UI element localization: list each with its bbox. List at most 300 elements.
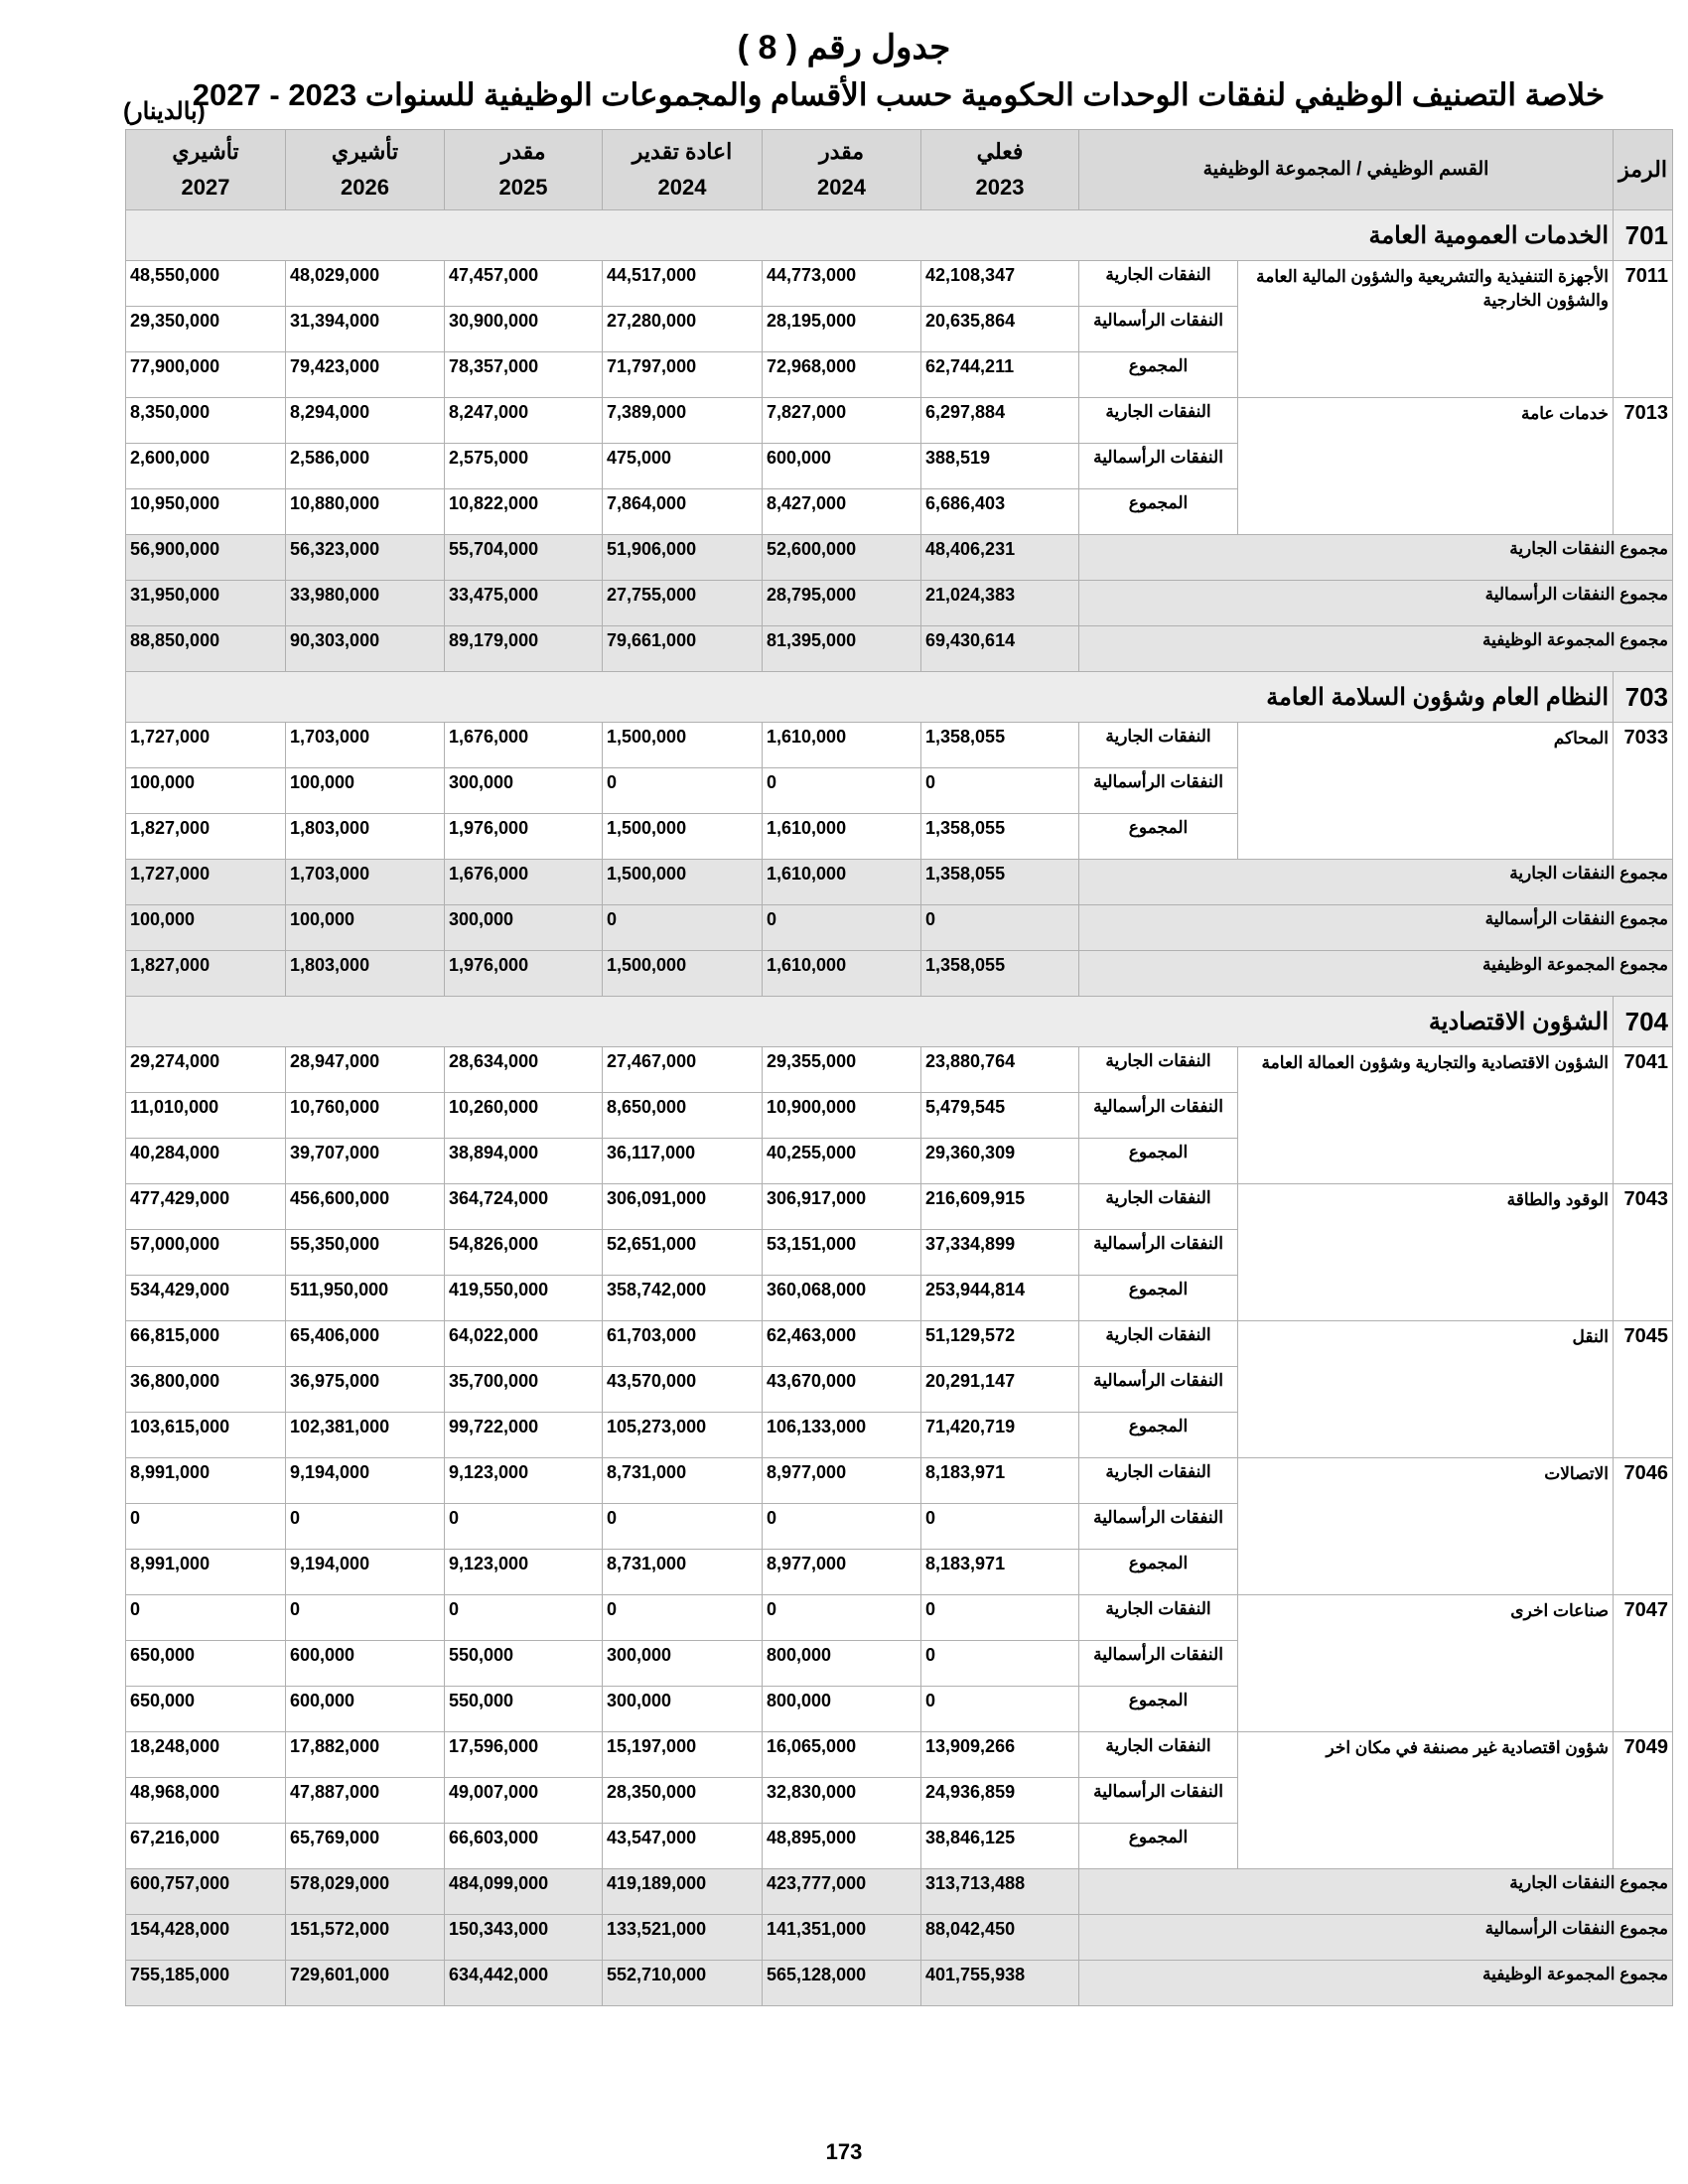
table-row <box>126 1184 1673 1230</box>
value-cell: 456,600,000 <box>286 1184 445 1230</box>
header-col-year: 2024 <box>657 175 707 200</box>
group-name: الأجهزة التنفيذية والتشريعية والشؤون المالية العامة والشؤون الخارجية <box>1238 261 1614 398</box>
value-cell: 65,406,000 <box>286 1321 445 1367</box>
value-cell: 27,467,000 <box>603 1047 763 1093</box>
table-row <box>126 1458 1673 1504</box>
group-name: المحاكم <box>1238 723 1614 860</box>
value-cell: 88,042,450 <box>921 1915 1079 1961</box>
value-cell: 0 <box>763 1595 921 1641</box>
value-cell: 550,000 <box>445 1641 603 1687</box>
value-cell: 47,457,000 <box>445 261 603 307</box>
row-label: النفقات الرأسمالية <box>1079 768 1238 814</box>
subtotal-label: مجموع النفقات الجارية <box>1079 535 1673 581</box>
value-cell: 141,351,000 <box>763 1915 921 1961</box>
value-cell: 358,742,000 <box>603 1276 763 1321</box>
value-cell: 475,000 <box>603 444 763 489</box>
value-cell: 20,635,864 <box>921 307 1079 352</box>
value-cell: 23,880,764 <box>921 1047 1079 1093</box>
value-cell: 17,596,000 <box>445 1732 603 1778</box>
value-cell: 0 <box>603 1504 763 1550</box>
value-cell: 1,500,000 <box>603 860 763 905</box>
value-cell: 511,950,000 <box>286 1276 445 1321</box>
value-cell: 10,822,000 <box>445 489 603 535</box>
row-label: النفقات الجارية <box>1079 1732 1238 1778</box>
value-cell: 0 <box>921 1504 1079 1550</box>
value-cell: 600,000 <box>286 1641 445 1687</box>
value-cell: 534,429,000 <box>126 1276 286 1321</box>
value-cell: 388,519 <box>921 444 1079 489</box>
value-cell: 0 <box>603 768 763 814</box>
value-cell: 419,189,000 <box>603 1869 763 1915</box>
value-cell: 36,800,000 <box>126 1367 286 1413</box>
header-col-year: 2024 <box>817 175 866 200</box>
subtotal-label: مجموع النفقات الرأسمالية <box>1079 1915 1673 1961</box>
header-col-1 <box>763 130 921 210</box>
value-cell: 24,936,859 <box>921 1778 1079 1824</box>
value-cell: 0 <box>763 1504 921 1550</box>
value-cell: 55,704,000 <box>445 535 603 581</box>
row-label: المجموع <box>1079 1139 1238 1184</box>
subtotal-row <box>126 1915 1673 1961</box>
value-cell: 8,183,971 <box>921 1550 1079 1595</box>
group-code: 7047 <box>1614 1595 1673 1732</box>
value-cell: 48,550,000 <box>126 261 286 307</box>
value-cell: 477,429,000 <box>126 1184 286 1230</box>
value-cell: 300,000 <box>445 768 603 814</box>
value-cell: 600,000 <box>286 1687 445 1732</box>
header-col-year: 2023 <box>975 175 1025 200</box>
value-cell: 28,195,000 <box>763 307 921 352</box>
value-cell: 306,091,000 <box>603 1184 763 1230</box>
value-cell: 37,334,899 <box>921 1230 1079 1276</box>
value-cell: 650,000 <box>126 1641 286 1687</box>
row-label: النفقات الرأسمالية <box>1079 444 1238 489</box>
value-cell: 44,517,000 <box>603 261 763 307</box>
value-cell: 32,830,000 <box>763 1778 921 1824</box>
value-cell: 52,651,000 <box>603 1230 763 1276</box>
value-cell: 1,610,000 <box>763 723 921 768</box>
value-cell: 800,000 <box>763 1641 921 1687</box>
value-cell: 57,000,000 <box>126 1230 286 1276</box>
value-cell: 1,500,000 <box>603 723 763 768</box>
group-code: 7045 <box>1614 1321 1673 1458</box>
value-cell: 1,610,000 <box>763 951 921 997</box>
value-cell: 72,968,000 <box>763 352 921 398</box>
value-cell: 90,303,000 <box>286 626 445 672</box>
value-cell: 133,521,000 <box>603 1915 763 1961</box>
value-cell: 10,760,000 <box>286 1093 445 1139</box>
value-cell: 729,601,000 <box>286 1961 445 2006</box>
value-cell: 0 <box>286 1504 445 1550</box>
value-cell: 0 <box>603 905 763 951</box>
row-label: النفقات الجارية <box>1079 723 1238 768</box>
value-cell: 0 <box>921 905 1079 951</box>
value-cell: 1,976,000 <box>445 951 603 997</box>
expenditure-table <box>125 129 1673 2006</box>
value-cell: 7,864,000 <box>603 489 763 535</box>
value-cell: 67,216,000 <box>126 1824 286 1869</box>
value-cell: 62,463,000 <box>763 1321 921 1367</box>
row-label: النفقات الرأسمالية <box>1079 1778 1238 1824</box>
group-code: 7046 <box>1614 1458 1673 1595</box>
value-cell: 29,350,000 <box>126 307 286 352</box>
value-cell: 1,703,000 <box>286 860 445 905</box>
row-label: النفقات الجارية <box>1079 1047 1238 1093</box>
value-cell: 9,194,000 <box>286 1458 445 1504</box>
header-name: القسم الوظيفي / المجموعة الوظيفية <box>1079 130 1614 210</box>
subtotal-row <box>126 535 1673 581</box>
value-cell: 0 <box>921 1595 1079 1641</box>
section-row <box>126 672 1673 723</box>
value-cell: 253,944,814 <box>921 1276 1079 1321</box>
value-cell: 8,977,000 <box>763 1550 921 1595</box>
value-cell: 18,248,000 <box>126 1732 286 1778</box>
value-cell: 0 <box>921 1687 1079 1732</box>
value-cell: 78,357,000 <box>445 352 603 398</box>
subtotal-row <box>126 951 1673 997</box>
value-cell: 1,610,000 <box>763 814 921 860</box>
value-cell: 100,000 <box>126 768 286 814</box>
value-cell: 13,909,266 <box>921 1732 1079 1778</box>
subtotal-row <box>126 905 1673 951</box>
value-cell: 0 <box>126 1504 286 1550</box>
value-cell: 36,117,000 <box>603 1139 763 1184</box>
row-label: المجموع <box>1079 1276 1238 1321</box>
value-cell: 8,731,000 <box>603 1550 763 1595</box>
value-cell: 1,500,000 <box>603 951 763 997</box>
header-col-year: 2027 <box>181 175 230 200</box>
table-header-row <box>126 130 1673 210</box>
value-cell: 42,108,347 <box>921 261 1079 307</box>
value-cell: 1,676,000 <box>445 860 603 905</box>
value-cell: 66,603,000 <box>445 1824 603 1869</box>
value-cell: 100,000 <box>126 905 286 951</box>
value-cell: 9,123,000 <box>445 1458 603 1504</box>
value-cell: 1,727,000 <box>126 723 286 768</box>
currency-unit: (بالدينار) <box>123 98 206 125</box>
value-cell: 419,550,000 <box>445 1276 603 1321</box>
value-cell: 7,827,000 <box>763 398 921 444</box>
value-cell: 64,022,000 <box>445 1321 603 1367</box>
subtotal-label: مجموع النفقات الجارية <box>1079 1869 1673 1915</box>
value-cell: 40,255,000 <box>763 1139 921 1184</box>
value-cell: 21,024,383 <box>921 581 1079 626</box>
value-cell: 43,547,000 <box>603 1824 763 1869</box>
value-cell: 49,007,000 <box>445 1778 603 1824</box>
subtotal-label: مجموع المجموعة الوظيفية <box>1079 1961 1673 2006</box>
value-cell: 423,777,000 <box>763 1869 921 1915</box>
value-cell: 40,284,000 <box>126 1139 286 1184</box>
value-cell: 9,123,000 <box>445 1550 603 1595</box>
value-cell: 484,099,000 <box>445 1869 603 1915</box>
header-code: الرمز <box>1614 130 1673 210</box>
value-cell: 8,977,000 <box>763 1458 921 1504</box>
group-code: 7013 <box>1614 398 1673 535</box>
value-cell: 300,000 <box>603 1641 763 1687</box>
subtotal-label: مجموع النفقات الرأسمالية <box>1079 905 1673 951</box>
value-cell: 102,381,000 <box>286 1413 445 1458</box>
section-row <box>126 210 1673 261</box>
value-cell: 0 <box>921 1641 1079 1687</box>
value-cell: 1,358,055 <box>921 951 1079 997</box>
row-label: المجموع <box>1079 1550 1238 1595</box>
value-cell: 2,586,000 <box>286 444 445 489</box>
value-cell: 8,991,000 <box>126 1550 286 1595</box>
value-cell: 48,406,231 <box>921 535 1079 581</box>
value-cell: 35,700,000 <box>445 1367 603 1413</box>
value-cell: 77,900,000 <box>126 352 286 398</box>
value-cell: 1,803,000 <box>286 814 445 860</box>
value-cell: 71,420,719 <box>921 1413 1079 1458</box>
value-cell: 30,900,000 <box>445 307 603 352</box>
value-cell: 1,358,055 <box>921 860 1079 905</box>
value-cell: 53,151,000 <box>763 1230 921 1276</box>
group-code: 7011 <box>1614 261 1673 398</box>
value-cell: 27,755,000 <box>603 581 763 626</box>
value-cell: 578,029,000 <box>286 1869 445 1915</box>
value-cell: 0 <box>603 1595 763 1641</box>
section-title: الشؤون الاقتصادية <box>126 997 1614 1047</box>
value-cell: 79,661,000 <box>603 626 763 672</box>
header-col-type: اعادة تقدير <box>632 139 733 164</box>
row-label: النفقات الرأسمالية <box>1079 1230 1238 1276</box>
row-label: النفقات الجارية <box>1079 1595 1238 1641</box>
value-cell: 66,815,000 <box>126 1321 286 1367</box>
value-cell: 1,703,000 <box>286 723 445 768</box>
value-cell: 401,755,938 <box>921 1961 1079 2006</box>
row-label: النفقات الرأسمالية <box>1079 1641 1238 1687</box>
row-label: النفقات الجارية <box>1079 1321 1238 1367</box>
section-code: 704 <box>1614 997 1673 1047</box>
header-col-type: فعلي <box>976 139 1024 164</box>
section-title: الخدمات العمومية العامة <box>126 210 1614 261</box>
value-cell: 62,744,211 <box>921 352 1079 398</box>
table-subtitle: خلاصة التصنيف الوظيفي لنفقات الوحدات الحكومية حسب الأقسام والمجموعات الوظيفية للسنوات 2023 - 2027 <box>192 77 1606 112</box>
value-cell: 10,900,000 <box>763 1093 921 1139</box>
value-cell: 10,880,000 <box>286 489 445 535</box>
value-cell: 6,686,403 <box>921 489 1079 535</box>
value-cell: 8,350,000 <box>126 398 286 444</box>
section-row <box>126 997 1673 1047</box>
value-cell: 8,991,000 <box>126 1458 286 1504</box>
value-cell: 28,634,000 <box>445 1047 603 1093</box>
value-cell: 1,976,000 <box>445 814 603 860</box>
value-cell: 48,029,000 <box>286 261 445 307</box>
value-cell: 43,670,000 <box>763 1367 921 1413</box>
value-cell: 28,350,000 <box>603 1778 763 1824</box>
value-cell: 154,428,000 <box>126 1915 286 1961</box>
value-cell: 39,707,000 <box>286 1139 445 1184</box>
value-cell: 29,360,309 <box>921 1139 1079 1184</box>
value-cell: 0 <box>445 1595 603 1641</box>
value-cell: 0 <box>763 768 921 814</box>
value-cell: 106,133,000 <box>763 1413 921 1458</box>
value-cell: 55,350,000 <box>286 1230 445 1276</box>
value-cell: 16,065,000 <box>763 1732 921 1778</box>
table-row <box>126 261 1673 307</box>
value-cell: 1,676,000 <box>445 723 603 768</box>
row-label: المجموع <box>1079 1687 1238 1732</box>
value-cell: 29,274,000 <box>126 1047 286 1093</box>
table-row <box>126 1595 1673 1641</box>
value-cell: 69,430,614 <box>921 626 1079 672</box>
value-cell: 300,000 <box>445 905 603 951</box>
value-cell: 8,183,971 <box>921 1458 1079 1504</box>
group-name: الوقود والطاقة <box>1238 1184 1614 1321</box>
value-cell: 65,769,000 <box>286 1824 445 1869</box>
value-cell: 8,427,000 <box>763 489 921 535</box>
value-cell: 5,479,545 <box>921 1093 1079 1139</box>
value-cell: 364,724,000 <box>445 1184 603 1230</box>
value-cell: 20,291,147 <box>921 1367 1079 1413</box>
subtotal-label: مجموع النفقات الجارية <box>1079 860 1673 905</box>
table-number-title: جدول رقم ( 8 ) <box>737 29 951 67</box>
value-cell: 565,128,000 <box>763 1961 921 2006</box>
subtotal-label: مجموع النفقات الرأسمالية <box>1079 581 1673 626</box>
header-col-0 <box>921 130 1079 210</box>
row-label: النفقات الجارية <box>1079 1184 1238 1230</box>
value-cell: 48,895,000 <box>763 1824 921 1869</box>
header-col-type: تأشيري <box>331 139 399 164</box>
row-label: المجموع <box>1079 352 1238 398</box>
value-cell: 300,000 <box>603 1687 763 1732</box>
value-cell: 79,423,000 <box>286 352 445 398</box>
row-label: النفقات الجارية <box>1079 398 1238 444</box>
value-cell: 51,906,000 <box>603 535 763 581</box>
value-cell: 550,000 <box>445 1687 603 1732</box>
section-title: النظام العام وشؤون السلامة العامة <box>126 672 1614 723</box>
header-col-type: مقدر <box>818 139 865 164</box>
subtotal-row <box>126 1961 1673 2006</box>
value-cell: 29,355,000 <box>763 1047 921 1093</box>
value-cell: 81,395,000 <box>763 626 921 672</box>
value-cell: 0 <box>445 1504 603 1550</box>
value-cell: 8,294,000 <box>286 398 445 444</box>
value-cell: 10,260,000 <box>445 1093 603 1139</box>
value-cell: 71,797,000 <box>603 352 763 398</box>
value-cell: 10,950,000 <box>126 489 286 535</box>
value-cell: 1,610,000 <box>763 860 921 905</box>
group-code: 7041 <box>1614 1047 1673 1184</box>
row-label: النفقات الجارية <box>1079 1458 1238 1504</box>
value-cell: 1,500,000 <box>603 814 763 860</box>
value-cell: 36,975,000 <box>286 1367 445 1413</box>
group-code: 7033 <box>1614 723 1673 860</box>
value-cell: 52,600,000 <box>763 535 921 581</box>
value-cell: 48,968,000 <box>126 1778 286 1824</box>
value-cell: 150,343,000 <box>445 1915 603 1961</box>
value-cell: 31,394,000 <box>286 307 445 352</box>
value-cell: 1,727,000 <box>126 860 286 905</box>
header-col-4 <box>286 130 445 210</box>
header-col-2 <box>603 130 763 210</box>
value-cell: 755,185,000 <box>126 1961 286 2006</box>
value-cell: 28,947,000 <box>286 1047 445 1093</box>
value-cell: 89,179,000 <box>445 626 603 672</box>
value-cell: 1,803,000 <box>286 951 445 997</box>
group-code: 7049 <box>1614 1732 1673 1869</box>
value-cell: 6,297,884 <box>921 398 1079 444</box>
value-cell: 216,609,915 <box>921 1184 1079 1230</box>
row-label: المجموع <box>1079 1824 1238 1869</box>
value-cell: 103,615,000 <box>126 1413 286 1458</box>
value-cell: 61,703,000 <box>603 1321 763 1367</box>
value-cell: 2,575,000 <box>445 444 603 489</box>
value-cell: 8,247,000 <box>445 398 603 444</box>
row-label: المجموع <box>1079 1413 1238 1458</box>
value-cell: 600,757,000 <box>126 1869 286 1915</box>
page-number: 173 <box>825 2139 863 2164</box>
section-code: 701 <box>1614 210 1673 261</box>
value-cell: 100,000 <box>286 768 445 814</box>
group-name: الاتصالات <box>1238 1458 1614 1595</box>
subtotal-label: مجموع المجموعة الوظيفية <box>1079 951 1673 997</box>
row-label: النفقات الرأسمالية <box>1079 1367 1238 1413</box>
header-col-type: تأشيري <box>172 139 239 164</box>
value-cell: 306,917,000 <box>763 1184 921 1230</box>
value-cell: 56,323,000 <box>286 535 445 581</box>
row-label: المجموع <box>1079 814 1238 860</box>
subtotal-row <box>126 860 1673 905</box>
value-cell: 1,827,000 <box>126 814 286 860</box>
value-cell: 0 <box>763 905 921 951</box>
subtotal-label: مجموع المجموعة الوظيفية <box>1079 626 1673 672</box>
value-cell: 313,713,488 <box>921 1869 1079 1915</box>
value-cell: 8,731,000 <box>603 1458 763 1504</box>
value-cell: 105,273,000 <box>603 1413 763 1458</box>
value-cell: 88,850,000 <box>126 626 286 672</box>
value-cell: 31,950,000 <box>126 581 286 626</box>
value-cell: 1,358,055 <box>921 723 1079 768</box>
header-col-5 <box>126 130 286 210</box>
header-col-type: مقدر <box>500 139 546 164</box>
value-cell: 0 <box>921 768 1079 814</box>
value-cell: 11,010,000 <box>126 1093 286 1139</box>
header-col-year: 2026 <box>341 175 389 200</box>
value-cell: 552,710,000 <box>603 1961 763 2006</box>
group-name: خدمات عامة <box>1238 398 1614 535</box>
table-row <box>126 1321 1673 1367</box>
header-col-3 <box>445 130 603 210</box>
value-cell: 28,795,000 <box>763 581 921 626</box>
value-cell: 151,572,000 <box>286 1915 445 1961</box>
section-code: 703 <box>1614 672 1673 723</box>
value-cell: 2,600,000 <box>126 444 286 489</box>
group-code: 7043 <box>1614 1184 1673 1321</box>
row-label: النفقات الجارية <box>1079 261 1238 307</box>
row-label: المجموع <box>1079 489 1238 535</box>
value-cell: 0 <box>126 1595 286 1641</box>
value-cell: 51,129,572 <box>921 1321 1079 1367</box>
value-cell: 650,000 <box>126 1687 286 1732</box>
value-cell: 800,000 <box>763 1687 921 1732</box>
value-cell: 7,389,000 <box>603 398 763 444</box>
value-cell: 1,358,055 <box>921 814 1079 860</box>
value-cell: 33,980,000 <box>286 581 445 626</box>
value-cell: 27,280,000 <box>603 307 763 352</box>
value-cell: 360,068,000 <box>763 1276 921 1321</box>
value-cell: 9,194,000 <box>286 1550 445 1595</box>
row-label: النفقات الرأسمالية <box>1079 307 1238 352</box>
value-cell: 100,000 <box>286 905 445 951</box>
table-row <box>126 398 1673 444</box>
group-name: النقل <box>1238 1321 1614 1458</box>
value-cell: 1,827,000 <box>126 951 286 997</box>
value-cell: 634,442,000 <box>445 1961 603 2006</box>
value-cell: 47,887,000 <box>286 1778 445 1824</box>
row-label: النفقات الرأسمالية <box>1079 1093 1238 1139</box>
value-cell: 33,475,000 <box>445 581 603 626</box>
